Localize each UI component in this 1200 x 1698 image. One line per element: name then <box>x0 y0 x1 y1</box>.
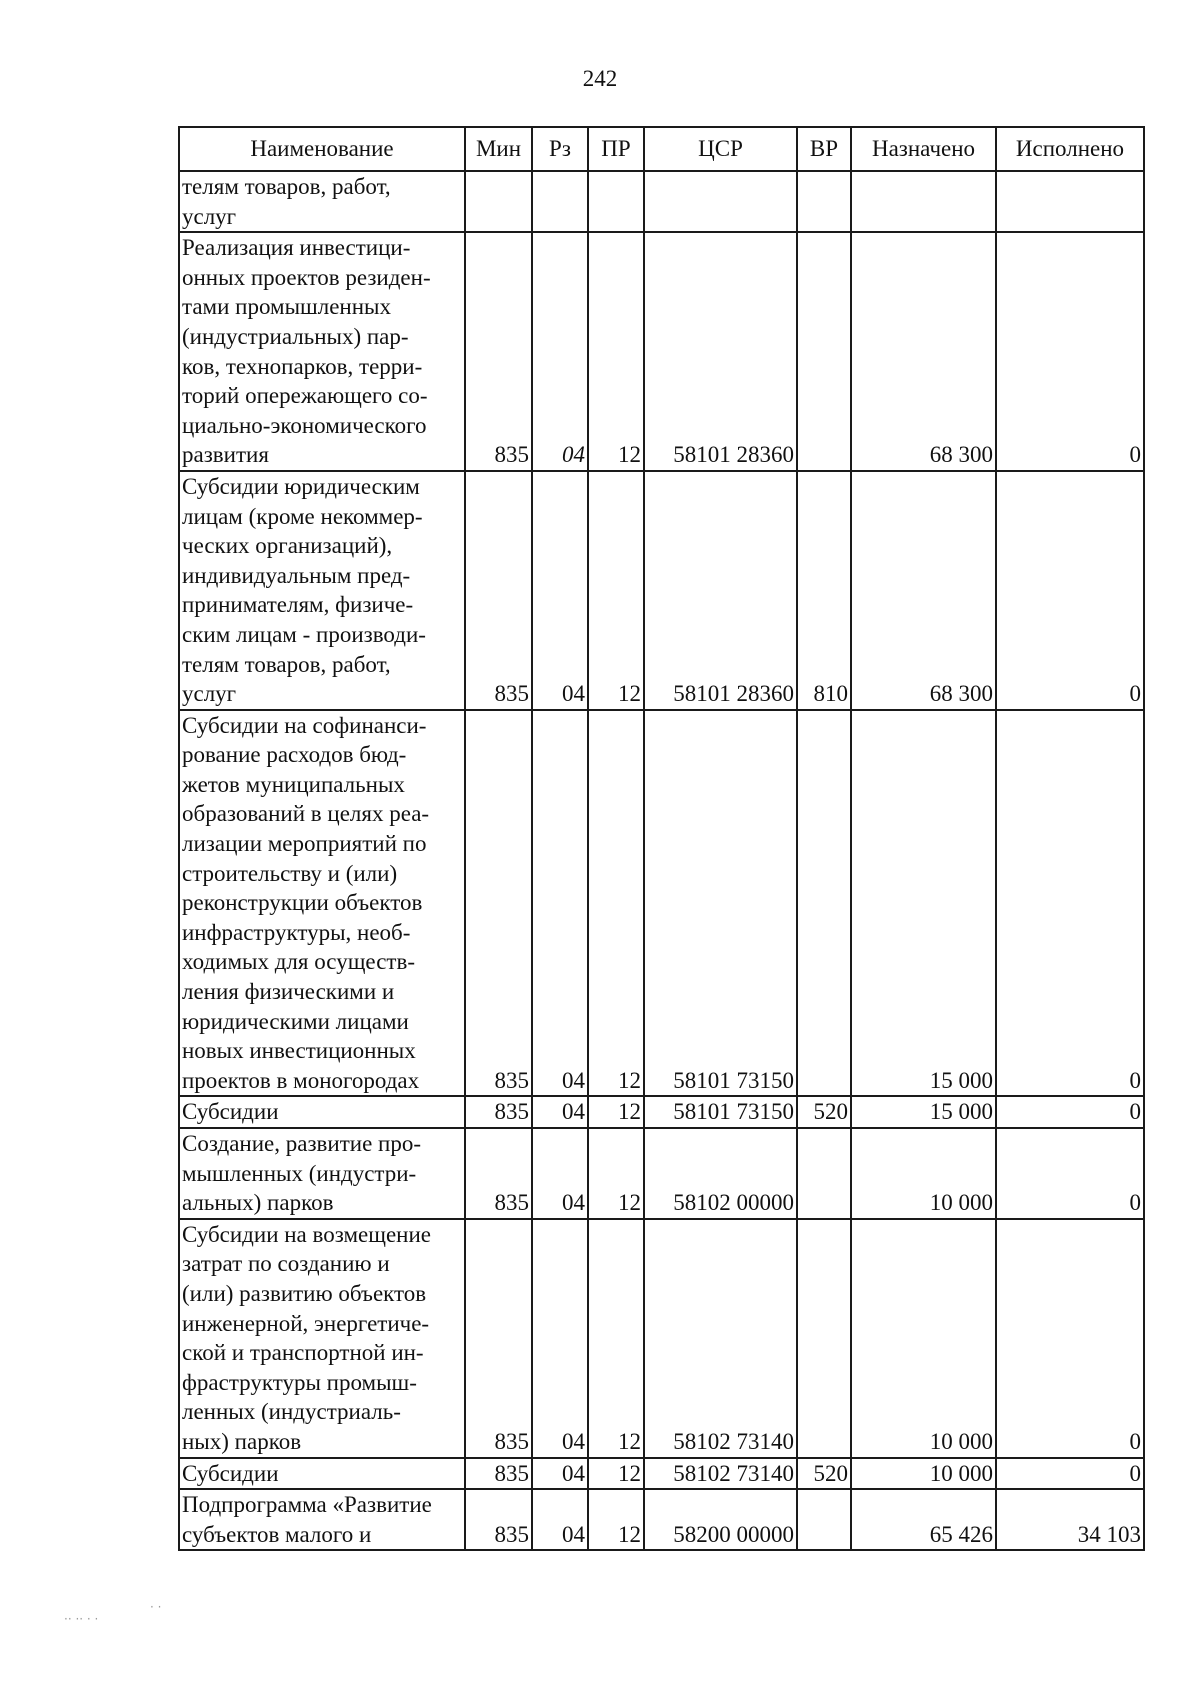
row-name <box>179 710 465 1097</box>
table-row <box>179 1219 1144 1458</box>
row-name-line: инфраструктуры, необ- <box>182 919 411 945</box>
budget-table <box>178 126 1145 1551</box>
row-name <box>179 171 465 232</box>
row-name-line: юридическими лицами <box>182 1008 409 1034</box>
cell-assigned: 15 000 <box>851 1096 996 1128</box>
cell-csr: 58101 28360 <box>644 232 797 471</box>
row-name-line: Создание, развитие про- <box>182 1131 421 1156</box>
cell-executed: 0 <box>996 1219 1144 1458</box>
cell-pr: 12 <box>588 1096 644 1128</box>
cell-rz: 04 <box>532 232 588 471</box>
cell-min: 835 <box>465 1489 532 1550</box>
row-name-line: инженерной, энергетиче- <box>182 1310 430 1336</box>
row-name-line: ческих организаций), <box>182 533 393 559</box>
cell-csr: 58101 28360 <box>644 471 797 710</box>
scan-artifact: ·· ·· · · <box>64 1612 99 1626</box>
cell-min <box>465 171 532 232</box>
header-assigned: Назначено <box>851 127 996 171</box>
row-name-line: новых инвестиционных <box>182 1038 416 1064</box>
row-name-line: услуг <box>182 681 237 707</box>
table-row <box>179 471 1144 710</box>
cell-rz: 04 <box>532 1489 588 1550</box>
cell-vr <box>797 171 851 232</box>
header-rz: Рз <box>532 127 588 171</box>
row-name-line: затрат по созданию и <box>182 1251 390 1277</box>
row-name <box>179 1096 465 1128</box>
cell-rz: 04 <box>532 1219 588 1458</box>
cell-assigned: 10 000 <box>851 1458 996 1490</box>
row-name-line: циально-экономического <box>182 412 427 438</box>
row-name-line: Субсидии на софинанси- <box>182 712 427 738</box>
row-name-line: Субсидии юридическим <box>182 473 420 499</box>
cell-pr: 12 <box>588 710 644 1097</box>
cell-csr: 58102 73140 <box>644 1458 797 1490</box>
row-name-line: услуг <box>182 203 237 229</box>
cell-pr: 12 <box>588 1489 644 1550</box>
row-name-line: Субсидии <box>182 1460 279 1486</box>
row-name-line: ходимых для осуществ- <box>182 949 415 975</box>
cell-vr <box>797 232 851 471</box>
row-name-line: принимателям, физиче- <box>182 592 414 618</box>
row-name-line: (индустриальных) пар- <box>182 323 409 349</box>
cell-vr: 520 <box>797 1458 851 1490</box>
row-name-line: Реализация инвестици- <box>182 235 411 261</box>
cell-rz: 04 <box>532 710 588 1097</box>
cell-executed <box>996 171 1144 232</box>
cell-min: 835 <box>465 471 532 710</box>
row-name-line: лицам (кроме некоммер- <box>182 503 423 529</box>
cell-vr: 520 <box>797 1096 851 1128</box>
row-name-line: тами промышленных <box>182 294 391 320</box>
cell-vr <box>797 1128 851 1219</box>
cell-csr: 58200 00000 <box>644 1489 797 1550</box>
row-name-line: образований в целях реа- <box>182 801 430 827</box>
table-header-row <box>179 127 1144 171</box>
cell-executed: 0 <box>996 1128 1144 1219</box>
row-name-line: онных проектов резиден- <box>182 264 431 290</box>
row-name-line: торий опережающего со- <box>182 383 428 409</box>
row-name <box>179 232 465 471</box>
table-row <box>179 1458 1144 1490</box>
cell-assigned: 15 000 <box>851 710 996 1097</box>
row-name-line: альных) парков <box>182 1190 334 1216</box>
cell-assigned: 68 300 <box>851 232 996 471</box>
cell-executed: 0 <box>996 471 1144 710</box>
row-name-line: строительству и (или) <box>182 860 398 886</box>
row-name-line: ков, технопарков, терри- <box>182 353 423 379</box>
row-name-line: ской и транспортной ин- <box>182 1340 424 1366</box>
cell-assigned: 10 000 <box>851 1219 996 1458</box>
cell-pr <box>588 171 644 232</box>
cell-rz: 04 <box>532 471 588 710</box>
cell-csr <box>644 171 797 232</box>
cell-executed: 0 <box>996 1458 1144 1490</box>
row-name-line: рование расходов бюд- <box>182 742 407 768</box>
cell-rz: 04 <box>532 1096 588 1128</box>
cell-assigned: 68 300 <box>851 471 996 710</box>
cell-rz: 04 <box>532 1128 588 1219</box>
row-name-line: телям товаров, работ, <box>182 651 391 677</box>
header-name: Наименование <box>179 127 465 171</box>
cell-executed: 0 <box>996 232 1144 471</box>
row-name-line: жетов муниципальных <box>182 771 405 797</box>
cell-min: 835 <box>465 1219 532 1458</box>
cell-executed: 34 103 <box>996 1489 1144 1550</box>
cell-vr <box>797 710 851 1097</box>
row-name-line: мышленных (индустри- <box>182 1160 417 1186</box>
table-row <box>179 232 1144 471</box>
table-row <box>179 710 1144 1097</box>
page-number: 242 <box>582 66 618 91</box>
cell-csr: 58102 73140 <box>644 1219 797 1458</box>
cell-pr: 12 <box>588 471 644 710</box>
cell-pr: 12 <box>588 1128 644 1219</box>
cell-min: 835 <box>465 232 532 471</box>
row-name <box>179 471 465 710</box>
row-name-line: Подпрограмма «Развитие <box>182 1492 432 1518</box>
row-name <box>179 1219 465 1458</box>
row-name-line: индивидуальным пред- <box>182 562 411 588</box>
cell-csr: 58101 73150 <box>644 1096 797 1128</box>
row-name-line: телям товаров, работ, <box>182 174 391 199</box>
cell-vr: 810 <box>797 471 851 710</box>
row-name-line: субъектов малого и <box>182 1521 372 1547</box>
cell-csr: 58102 00000 <box>644 1128 797 1219</box>
row-name-line: развития <box>182 442 269 468</box>
row-name <box>179 1128 465 1219</box>
row-name <box>179 1489 465 1550</box>
row-name-line: реконструкции объектов <box>182 890 423 916</box>
row-name-line: лизации мероприятий по <box>182 831 427 857</box>
table-row <box>179 1128 1144 1219</box>
cell-vr <box>797 1489 851 1550</box>
cell-csr: 58101 73150 <box>644 710 797 1097</box>
cell-executed: 0 <box>996 710 1144 1097</box>
row-name-line: проектов в моногородах <box>182 1067 420 1093</box>
cell-assigned: 10 000 <box>851 1128 996 1219</box>
cell-pr: 12 <box>588 1219 644 1458</box>
cell-pr: 12 <box>588 1458 644 1490</box>
row-name-line: ленных (индустриаль- <box>182 1399 401 1425</box>
cell-rz: 04 <box>532 1458 588 1490</box>
cell-executed: 0 <box>996 1096 1144 1128</box>
cell-min: 835 <box>465 1458 532 1490</box>
cell-rz <box>532 171 588 232</box>
cell-vr <box>797 1219 851 1458</box>
header-vr: ВР <box>797 127 851 171</box>
header-csr: ЦСР <box>644 127 797 171</box>
table-row <box>179 1489 1144 1550</box>
cell-min: 835 <box>465 710 532 1097</box>
row-name-line: Субсидии <box>182 1099 279 1125</box>
table-row <box>179 171 1144 232</box>
table-body <box>179 171 1144 1550</box>
row-name-line: (или) развитию объектов <box>182 1280 427 1306</box>
cell-assigned: 65 426 <box>851 1489 996 1550</box>
row-name-line: ским лицам - производи- <box>182 621 426 647</box>
cell-min: 835 <box>465 1128 532 1219</box>
cell-pr: 12 <box>588 232 644 471</box>
scan-artifact: · · <box>150 1600 162 1614</box>
row-name-line: ления физическими и <box>182 979 395 1005</box>
row-name-line: фраструктуры промыш- <box>182 1369 417 1395</box>
row-name <box>179 1458 465 1490</box>
cell-assigned <box>851 171 996 232</box>
header-pr: ПР <box>588 127 644 171</box>
row-name-line: Субсидии на возмещение <box>182 1221 431 1247</box>
header-executed: Исполнено <box>996 127 1144 171</box>
row-name-line: ных) парков <box>182 1428 302 1454</box>
cell-min: 835 <box>465 1096 532 1128</box>
header-min: Мин <box>465 127 532 171</box>
table-row <box>179 1096 1144 1128</box>
